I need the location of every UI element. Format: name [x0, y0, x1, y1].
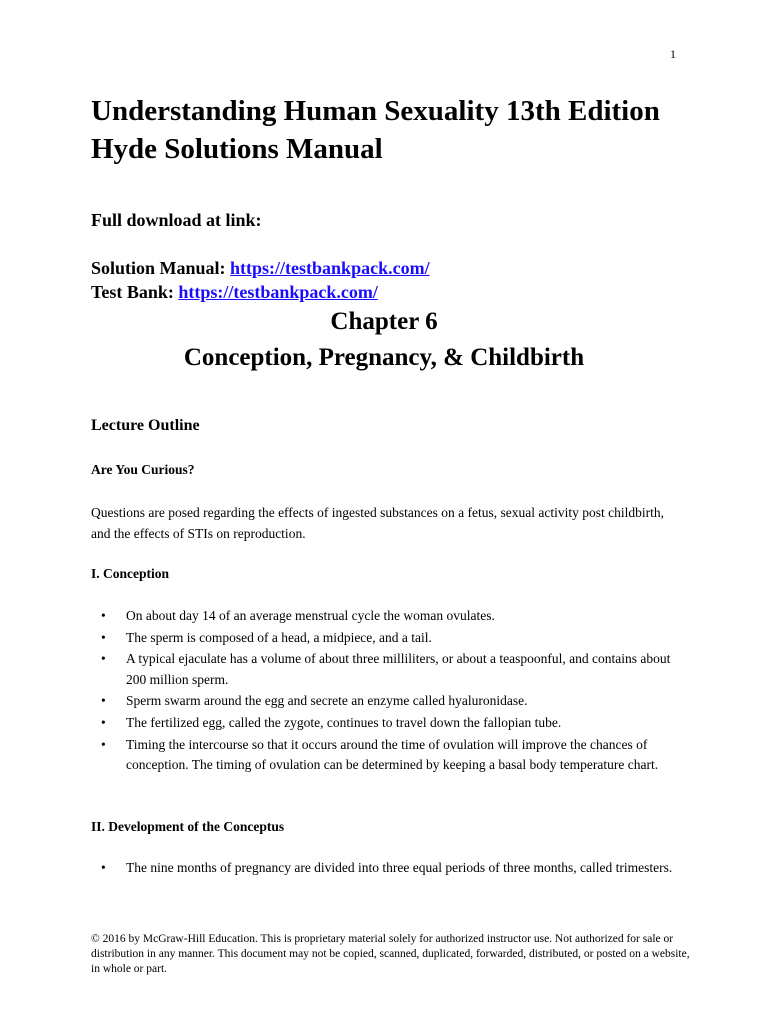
bullet-icon: • [101, 608, 106, 623]
chapter-number: Chapter 6 [330, 308, 438, 335]
solution-manual-line [91, 258, 430, 279]
are-you-curious-heading: Are You Curious? [91, 462, 195, 477]
bullet-icon: • [101, 860, 106, 875]
development-bullet-list [91, 858, 691, 880]
are-you-curious-text: Questions are posed regarding the effects of ingested substances on a fetus, sexual activity post childbirth, and the effects of STIs on reproduction. [91, 505, 664, 541]
list-item [91, 628, 691, 649]
bullet-icon: • [101, 714, 106, 730]
bullet-icon: • [101, 629, 106, 645]
chapter-title: Conception, Pregnancy, & Childbirth [183, 344, 585, 371]
list-item [91, 649, 691, 690]
bullet-icon: • [101, 736, 106, 752]
list-item-text: Sperm swarm around the egg and secrete an enzyme called hyaluronidase. [126, 693, 528, 709]
solution-manual-label: Solution Manual: [91, 258, 231, 278]
list-item [91, 713, 691, 734]
page-number: 1 [670, 47, 676, 61]
section-conception-heading: I. Conception [91, 566, 170, 581]
solution-manual-link[interactable]: https://testbankpack.com/ [230, 258, 430, 278]
full-download-label: Full download at link: [91, 210, 262, 230]
list-item-text: A typical ejaculate has a volume of about three milliliters, or about a teaspoonful, and contains about 200 million sperm. [126, 651, 671, 687]
list-item-text: Timing the intercourse so that it occurs around the time of ovulation will improve the chances of conception. The timing of ovulation can be determined by keeping a basal body temperature chart. [126, 736, 659, 773]
copyright-footer: © 2016 by McGraw-Hill Education. This is proprietary material solely for authorized instructor use. Not authorized for sale or distribution in any manner. This document may not be copied, scanned, duplicated, forwarded, distributed, or posted on a website, in whole or part. [91, 933, 690, 975]
list-item-text: On about day 14 of an average menstrual cycle the woman ovulates. [126, 608, 495, 623]
lecture-outline-heading: Lecture Outline [91, 417, 200, 434]
list-item [91, 691, 691, 712]
list-item [91, 735, 691, 776]
bullet-icon: • [101, 693, 106, 709]
list-item [91, 606, 691, 627]
list-item-text: The sperm is composed of a head, a midpiece, and a tail. [126, 629, 432, 645]
test-bank-line [91, 282, 378, 303]
list-item-text: The nine months of pregnancy are divided into three equal periods of three months, called trimesters. [126, 860, 673, 875]
conception-bullet-list [91, 606, 691, 777]
test-bank-link[interactable]: https://testbankpack.com/ [178, 282, 378, 302]
list-item-text: The fertilized egg, called the zygote, continues to travel down the fallopian tube. [126, 714, 562, 730]
list-item [91, 858, 691, 879]
section-development-heading: II. Development of the Conceptus [91, 819, 285, 834]
bullet-icon: • [101, 651, 106, 667]
document-title: Understanding Human Sexuality 13th Edition Hyde Solutions Manual [91, 95, 660, 165]
test-bank-label: Test Bank: [91, 282, 179, 302]
